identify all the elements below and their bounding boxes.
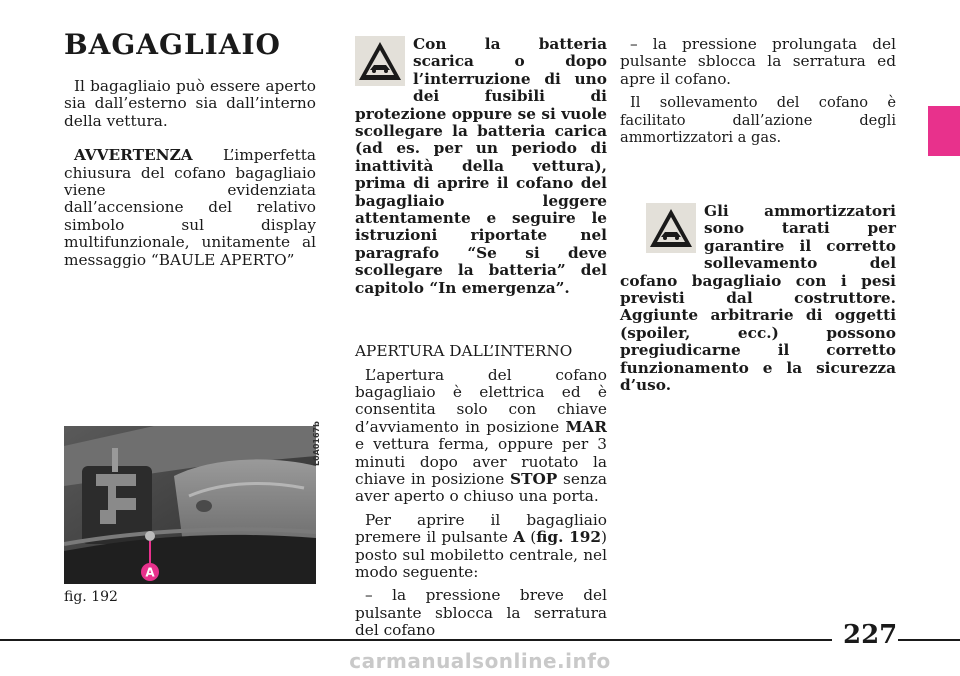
key-position-stop: STOP [510, 469, 558, 488]
gas-struts-paragraph: Il sollevamento del cofano è facilitato dall’azione degli ammortizzatori a gas. [620, 94, 896, 147]
button-text-paren: ( [525, 528, 537, 547]
struts-warning-text: Gli ammortizzatori sono tarati per garantire il corretto sollevamento del cofano bagagliaio con i pesi previsti dal costruttore. Aggiunte arbitrarie di oggetti (spoiler, ecc.) possono pregiudicarne il corretto funzionamento e la sicurezza d’uso. [620, 202, 896, 395]
column-middle [355, 36, 607, 640]
column-right [620, 36, 896, 146]
button-paragraph [355, 512, 607, 582]
figure-caption: fig. 192 [64, 589, 118, 605]
button-label-a: A [513, 528, 526, 547]
battery-warning-text: Con la batteria scarica o dopo l’interruzione di uno dei fusibili di protezione oppure se si vuole scollegare la batteria carica (ad es. per un periodo di inattività della vettura), prima di aprire il cofano del bagagliaio leggere attentamente e seguire le istruzioni riportate nel paragrafo “Se si deve scollegare la batteria” del capitolo “In emergenza”. [355, 35, 607, 297]
page-number: 227 [843, 620, 898, 650]
key-position-mar: MAR [565, 417, 607, 436]
footer-rule-left [0, 639, 832, 641]
button-text-1: Per aprire il bagagliaio premere il pulsante [355, 510, 607, 547]
button-text-2: ) posto sul mobiletto centrale, nel modo seguente: [355, 528, 607, 581]
section-heading: APERTURA DALL’INTERNO [355, 342, 573, 361]
section-tab-marker [928, 106, 960, 156]
callout-a-label: A [145, 565, 155, 580]
warning-text: L’imperfetta chiusura del cofano bagagliaio viene evidenziata dall’accensione del relativo simbolo sul display multifunzionale, unitamente al messaggio “BAULE APERTO” [64, 146, 316, 269]
warning-paragraph [64, 147, 316, 269]
trunk-button [145, 531, 155, 541]
watermark: carmanualsonline.info [349, 649, 611, 673]
opening-text-3: senza aver aperto o chiuso una porta. [355, 469, 607, 506]
long-press-paragraph: – la pressione prolungata del pulsante sblocca la serratura ed apre il cofano. [620, 35, 896, 88]
figure-code: L0A0167b [312, 421, 321, 466]
battery-warning-box [355, 36, 607, 297]
opening-text-1: L’apertura del cofano bagagliaio è elettrica ed è consentita solo con chiave d’avviamento in posizione [355, 365, 607, 436]
intro-paragraph: Il bagagliaio può essere aperto sia dall’esterno sia dall’interno della vettura. [64, 77, 316, 130]
short-press-paragraph: – la pressione breve del pulsante sblocca la serratura del cofano [355, 586, 607, 640]
figure-reference: fig. 192 [536, 528, 602, 547]
warning-label: AVVERTENZA [74, 146, 193, 165]
footer-rule-right [898, 639, 960, 641]
opening-paragraph [355, 367, 607, 506]
warning-triangle-car-icon [355, 36, 405, 86]
console-photo [64, 426, 316, 584]
opening-text-2: e vettura ferma, oppure per 3 minuti dopo aver ruotato la chiave in posizione [355, 435, 607, 488]
warning-triangle-car-icon-2 [646, 203, 696, 253]
struts-warning-container [620, 203, 896, 394]
struts-warning-box [620, 203, 896, 394]
column-left [64, 78, 316, 269]
page-title: BAGAGLIAIO [64, 28, 281, 61]
console-illustration [64, 426, 316, 584]
